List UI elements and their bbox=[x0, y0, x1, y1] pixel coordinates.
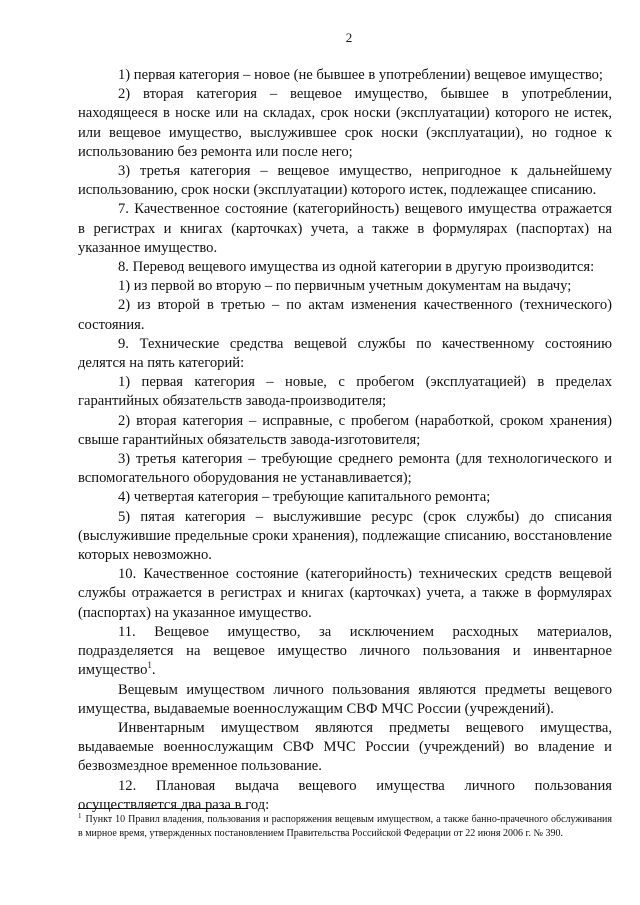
paragraph: 1) первая категория – новые, с пробегом (эксплуатацией) в пределах гарантийных обязательств завода-производителя; bbox=[78, 374, 612, 410]
paragraph: Вещевым имуществом личного пользования являются предметы вещевого имущества, выдаваемые военнослужащим СВФ МЧС России (учреждений). bbox=[78, 681, 612, 717]
page-number: 2 bbox=[345, 30, 353, 45]
paragraph: 4) четвертая категория – требующие капитального ремонта; bbox=[118, 489, 491, 506]
footnote-marker: 1 bbox=[78, 811, 82, 820]
paragraph: 12. Плановая выдача вещевого имущества личного пользования осуществляется два раза в год: bbox=[78, 777, 612, 813]
footnote-divider bbox=[78, 808, 248, 809]
footnote bbox=[78, 813, 612, 841]
footnote-text: Пункт 10 Правил владения, пользования и распоряжения вещевым имуществом, а также банно-прачечного обслуживания в мирное время, утвержденных постановлением Правительства Российской Федерации от 22 июня 2006 г. № 390. bbox=[78, 814, 612, 839]
paragraph: 3) третья категория – вещевое имущество, непригодное к дальнейшему использованию, срок носки (эксплуатации) которого истек, подлежащее списанию. bbox=[78, 163, 612, 199]
paragraph: 2) вторая категория – исправные, с пробегом (наработкой, сроком хранения) свыше гарантийных обязательств завода-изготовителя; bbox=[78, 412, 612, 448]
footnote-reference: 1 bbox=[147, 660, 152, 671]
paragraph: 2) вторая категория – вещевое имущество, бывшее в употреблении, находящееся в носке или на складах, срок носки (эксплуатации) которого не истек, или вещевое имущество, выслужившее срок носки (эксплуатации), но годное к использованию без ремонта или после него; bbox=[78, 86, 612, 160]
paragraph: 3) третья категория – требующие среднего ремонта (для технологического и вспомогательного оборудования не устанавливается); bbox=[78, 451, 612, 487]
paragraph: 10. Качественное состояние (категорийность) технических средств вещевой службы отражается в регистрах и книгах (карточках) учета, а также в формулярах (паспортах) на указанное имущество. bbox=[78, 566, 612, 621]
paragraph-text: 11. Вещевое имущество, за исключением расходных материалов, подразделяется на вещевое имущество личного пользования и инвентарное имущество bbox=[78, 623, 612, 679]
paragraph: 7. Качественное состояние (категорийность) вещевого имущества отражается в регистрах и книгах (карточках) учета, а также в формулярах (паспортах) на указанное имущество. bbox=[78, 201, 612, 256]
paragraph: 1) первая категория – новое (не бывшее в употреблении) вещевое имущество; bbox=[118, 67, 603, 83]
paragraph: 2) из второй в третью – по актам изменения качественного (технического) состояния. bbox=[78, 297, 612, 333]
paragraph: 9. Технические средства вещевой службы по качественному состоянию делятся на пять категорий: bbox=[78, 335, 612, 372]
paragraph: Инвентарным имуществом являются предметы вещевого имущества, выдаваемые военнослужащим СВФ МЧС России (учреждений) во владение и безвозмездное временное пользование. bbox=[78, 719, 612, 775]
paragraph-with-footnote: 11. Вещевое имущество, за исключением расходных материалов, подразделяется на вещевое имущество личного пользования и инвентарное имущество$^1$. bbox=[78, 623, 612, 679]
paragraph: 1) из первой во вторую – по первичным учетным документам на выдачу; bbox=[118, 278, 572, 295]
paragraph: 8. Перевод вещевого имущества из одной категории в другую производится: bbox=[118, 259, 595, 276]
paragraph: 5) пятая категория – выслужившие ресурс (срок службы) до списания (выслужившие предельные сроки хранения), подлежащие списанию, восстановление которых невозможно. bbox=[78, 508, 612, 564]
